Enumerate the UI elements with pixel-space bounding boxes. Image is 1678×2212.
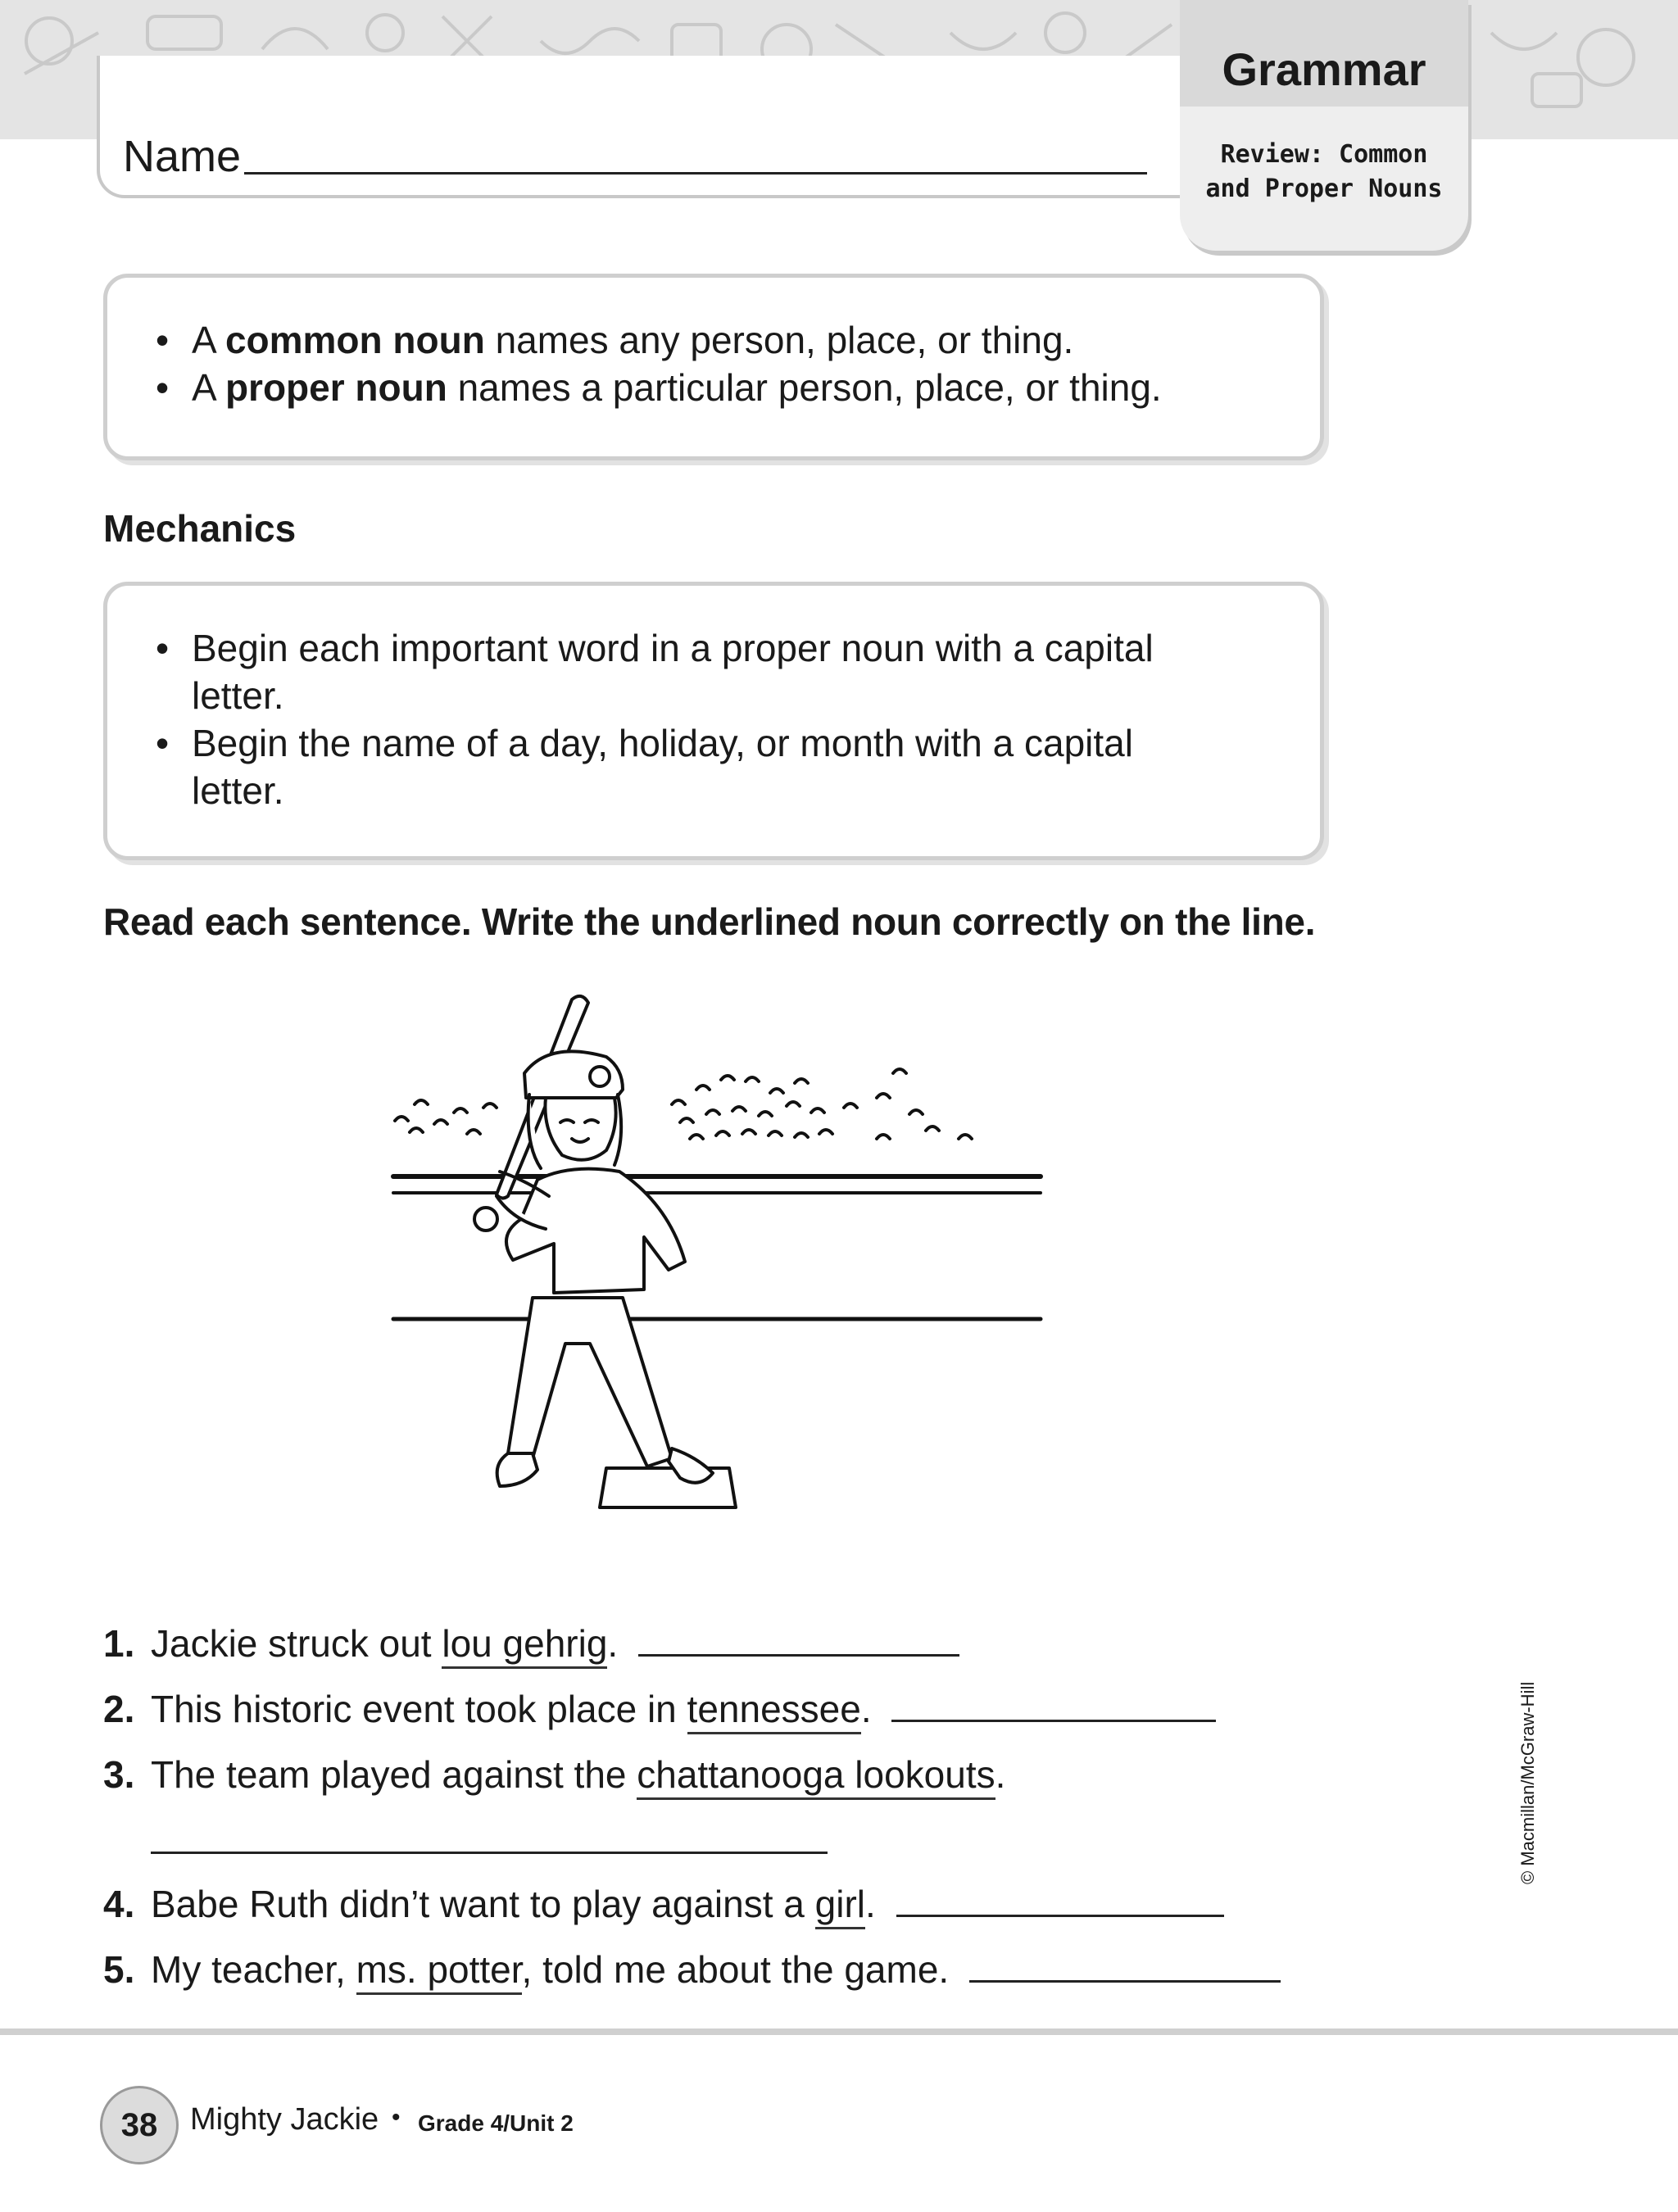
answer-line[interactable] [969, 1980, 1281, 1983]
underlined-noun: tennessee [687, 1688, 861, 1734]
copyright-notice: © Macmillan/McGraw-Hill [1517, 1681, 1538, 1884]
bullet-dot: • [156, 319, 170, 361]
question-2 [103, 1686, 1216, 1732]
footer-grade: Grade 4/Unit 2 [418, 2110, 574, 2136]
mechanics-bullet-2-line-1: Begin the name of a day, holiday, or month with a capital [192, 722, 1133, 764]
subtitle-line-2: and Proper Nouns [1205, 175, 1443, 203]
bullet-dot: • [156, 627, 170, 669]
question-text-end: . [860, 1688, 872, 1730]
bat-knob [474, 1208, 497, 1231]
answer-line[interactable] [638, 1654, 959, 1657]
question-text: Jackie struck out [151, 1622, 442, 1665]
question-text-end: . [995, 1753, 1006, 1796]
footer-title: Mighty Jackie [190, 2102, 379, 2137]
question-4 [103, 1881, 1224, 1927]
question-number: 1. [103, 1622, 135, 1665]
underlined-noun: ms. potter [356, 1948, 522, 1995]
question-text: This historic event took place in [151, 1688, 687, 1730]
rule-text: names any person, place, or thing. [484, 319, 1074, 361]
mechanics-bullet-1-line-2: letter. [192, 674, 284, 717]
answer-line[interactable] [891, 1720, 1216, 1722]
question-text-end: . [607, 1622, 619, 1665]
mechanics-bullet-2-line-2: letter. [192, 769, 284, 812]
bullet-dot: • [156, 366, 170, 409]
question-5 [103, 1947, 1281, 1992]
instructions: Read each sentence. Write the underlined noun correctly on the line. [103, 900, 1316, 943]
question-text-end: . [864, 1883, 876, 1925]
question-text: Babe Ruth didn’t want to play against a [151, 1883, 815, 1925]
question-text: My teacher, [151, 1948, 356, 1991]
grammar-tab-subtitle [1180, 138, 1468, 206]
name-label: Name [123, 132, 242, 181]
left-shoe [497, 1453, 537, 1486]
batter-face [545, 1098, 615, 1160]
rule-prefix: A [192, 366, 225, 409]
rule-text: names a particular person, place, or thing. [447, 366, 1162, 409]
footer-divider [0, 2028, 1678, 2035]
subtitle-line-1: Review: Common [1220, 140, 1428, 169]
grammar-tab-title: Grammar [1222, 43, 1426, 95]
name-answer-line[interactable] [244, 172, 1147, 175]
footer-bullet: • [392, 2104, 401, 2131]
helmet-logo [590, 1067, 610, 1086]
question-number: 5. [103, 1948, 135, 1991]
crowd-arcs [395, 1069, 972, 1139]
page-number: 38 [100, 2086, 179, 2164]
answer-line-question-3[interactable] [151, 1852, 828, 1854]
batter-figure [474, 996, 713, 1486]
baseball-batter-illustration [385, 983, 1073, 1540]
mechanics-heading: Mechanics [103, 507, 297, 550]
bullet-dot: • [156, 722, 170, 764]
underlined-noun: lou gehrig [442, 1622, 607, 1669]
rule-prefix: A [192, 319, 225, 361]
question-text: The team played against the [151, 1753, 637, 1796]
underlined-noun: chattanooga lookouts [637, 1753, 995, 1800]
answer-line[interactable] [896, 1915, 1224, 1917]
mechanics-bullet-1-line-1: Begin each important word in a proper noun with a capital [192, 627, 1154, 669]
question-3 [103, 1752, 1005, 1797]
question-text-end: , told me about the game. [521, 1948, 950, 1991]
question-number: 3. [103, 1753, 135, 1796]
question-number: 2. [103, 1688, 135, 1730]
batter-pants [508, 1298, 672, 1466]
grammar-tab [1180, 0, 1468, 251]
rule-term: proper noun [224, 366, 447, 409]
rule-term: common noun [224, 319, 485, 361]
question-number: 4. [103, 1883, 135, 1925]
underlined-noun: girl [815, 1883, 865, 1929]
name-card [97, 56, 1190, 198]
question-1 [103, 1620, 959, 1666]
home-plate [600, 1468, 736, 1507]
